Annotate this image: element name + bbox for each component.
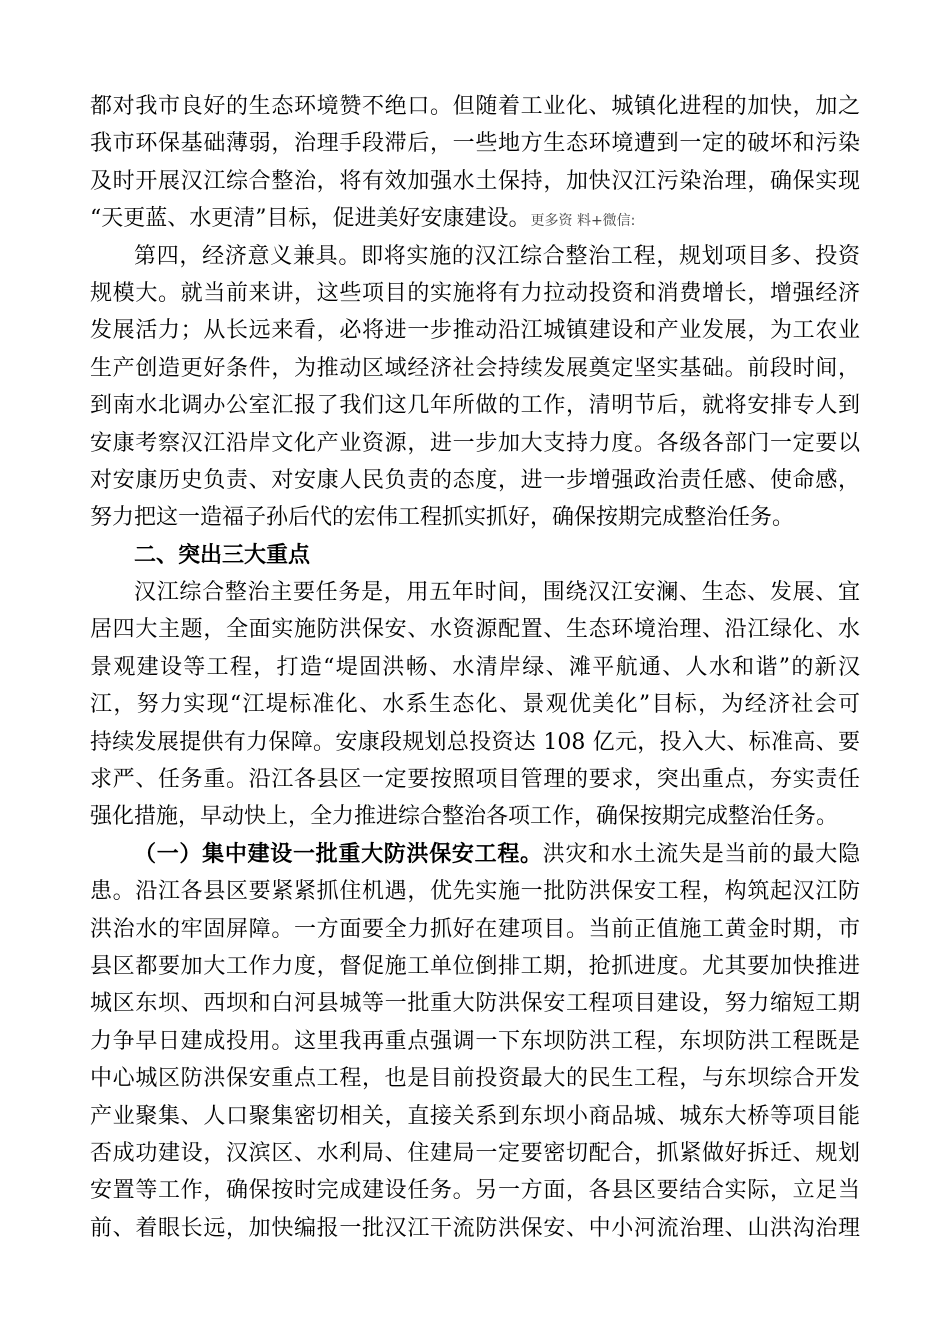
document-page (90, 88, 860, 1247)
text-line: 前、着眼长远，加快编报一批汉江干流防洪保安、中小河流治理、山洪沟治理 (90, 1215, 860, 1241)
subsection-heading: （一）集中建设一批重大防洪保安工程。 (134, 841, 543, 867)
text-line: 安康考察汉江沿岸文化产业资源，进一步加大支持力度。各级各部门一定要以 (90, 430, 860, 456)
text-line: 居四大主题，全面实施防洪保安、水资源配置、生态环境治理、沿江绿化、水 (90, 617, 860, 643)
text-line: 强化措施，早动快上，全力推进综合整治各项工作，确保按期完成整治任务。 (90, 804, 839, 830)
text-line: 城区东坝、西坝和白河县城等一批重大防洪保安工程项目建设，努力缩短工期 (90, 991, 860, 1017)
text-line: 中心城区防洪保安重点工程，也是目前投资最大的民生工程，与东坝综合开发 (90, 1066, 860, 1092)
text-line: 发展活力；从长远来看，必将进一步推动沿江城镇建设和产业发展，为工农业 (90, 318, 860, 344)
text-line: 努力把这一造福子孙后代的宏伟工程抓实抓好，确保按期完成整治任务。 (90, 505, 795, 531)
text-line: 产业聚集、人口聚集密切相关，直接关系到东坝小商品城、城东大桥等项目能 (90, 1103, 860, 1129)
text-line: 县区都要加大工作力度，督促施工单位倒排工期，抢抓进度。尤其要加快推进 (90, 953, 860, 979)
text-line-with-watermark (90, 200, 860, 237)
text-segment: “天更蓝、水更清”目标，促进美好安康建设。 (90, 206, 531, 232)
text-line: 持续发展提供有力保障。安康段规划总投资达 108 亿元，投入大、标准高、要 (90, 729, 860, 755)
text-line: 规模大。就当前来讲，这些项目的实施将有力拉动投资和消费增长，增强经济 (90, 280, 860, 306)
paragraph-start: 汉江综合整治主要任务是，用五年时间，围绕汉江安澜、生态、发展、宜 (134, 580, 860, 606)
text-line: 生产创造更好条件，为推动区域经济社会持续发展奠定坚实基础。前段时间， (90, 355, 860, 381)
text-line: 洪治水的牢固屏障。一方面要全力抓好在建项目。当前正值施工黄金时期，市 (90, 916, 860, 942)
text-line: 及时开展汉江综合整治，将有效加强水土保持，加快汉江污染治理，确保实现 (90, 168, 860, 194)
text-line: 对安康历史负责、对安康人民负责的态度，进一步增强政治责任感、使命感， (90, 467, 860, 493)
text-line: 到南水北调办公室汇报了我们这几年所做的工作，清明节后，就将安排专人到 (90, 393, 860, 419)
section-heading: 二、突出三大重点 (134, 542, 311, 568)
paragraph-start: 第四，经济意义兼具。即将实施的汉江综合整治工程，规划项目多、投资 (134, 243, 860, 269)
text-line: 都对我市良好的生态环境赞不绝口。但随着工业化、城镇化进程的加快，加之 (90, 94, 860, 119)
text-segment: 洪灾和水土流失是当前的最大隐 (542, 841, 860, 867)
text-line: 江，努力实现“江堤标准化、水系生态化、景观优美化”目标，为经济社会可 (90, 692, 860, 718)
text-line: 安置等工作，确保按时完成建设任务。另一方面，各县区要结合实际，立足当 (90, 1178, 860, 1204)
watermark-text: 更多资 料+微信: (530, 213, 636, 230)
text-line: 力争早日建成投用。这里我再重点强调一下东坝防洪工程，东坝防洪工程既是 (90, 1028, 860, 1054)
text-line: 求严、任务重。沿江各县区一定要按照项目管理的要求，突出重点，夯实责任 (90, 767, 860, 793)
text-line: 我市环保基础薄弱，治理手段滞后，一些地方生态环境遭到一定的破坏和污染 (90, 131, 860, 157)
text-line: 患。沿江各县区要紧紧抓住机遇，优先实施一批防洪保安工程，构筑起汉江防 (90, 879, 860, 905)
text-line: 景观建设等工程，打造“堤固洪畅、水清岸绿、滩平航通、人水和谐”的新汉 (90, 654, 860, 680)
text-line: 否成功建设，汉滨区、水利局、住建局一定要密切配合，抓紧做好拆迁、规划 (90, 1140, 860, 1166)
subsection-line (90, 836, 860, 873)
